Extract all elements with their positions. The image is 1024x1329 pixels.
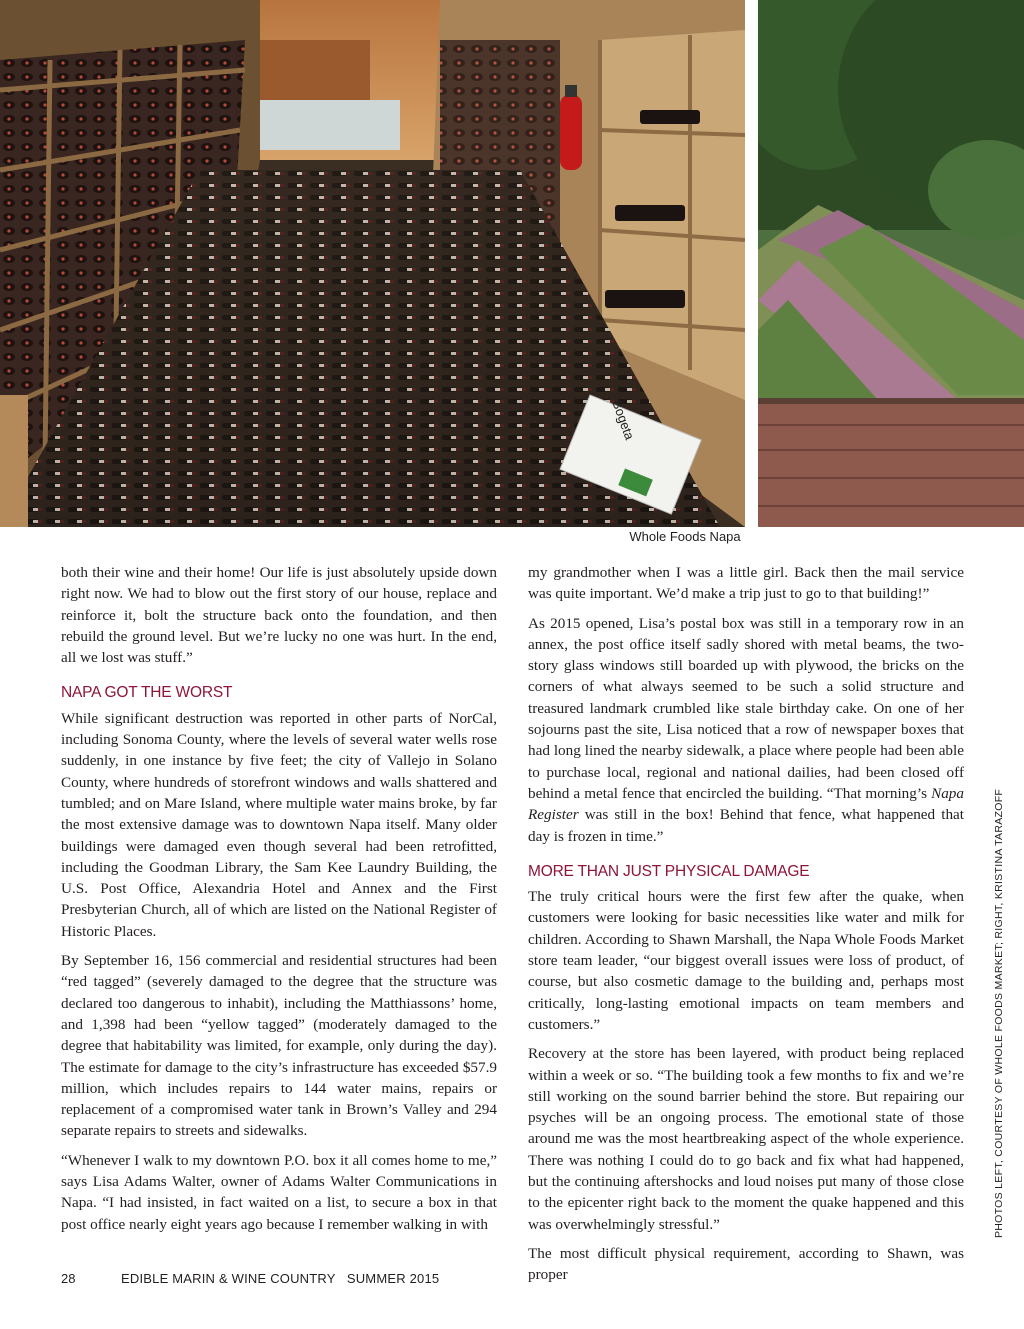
section-heading-napa-got-the-worst: NAPA GOT THE WORST <box>61 684 233 702</box>
section-heading-more-than-physical-damage: MORE THAN JUST PHYSICAL DAMAGE <box>528 862 810 880</box>
photo-caption: Whole Foods Napa <box>629 529 741 544</box>
photo-credit: PHOTOS LEFT, COURTESY OF WHOLE FOODS MARKET; RIGHT, KRISTINA TARAZOFF <box>993 788 1005 1238</box>
paragraph: While significant destruction was reported in other parts of NorCal, including Sonoma County, where the levels of several water wells rose suddenly, in one instance by five feet; the city of Vallejo in Solano County, where hundreds of storefront windows and walls shattered and tumbled; and on Mare Island, where multiple water mains broke, by far the most extensive damage was to downtown Napa itself. Many older buildings were damaged even though several had been retrofitted, including the Goodman Library, the Sam Kee Laundry Building, the U.S. Post Office, Alexandria Hotel and Annex and the First Presbyterian Church, all of which are listed on the National Register of Historic Places. <box>61 709 497 940</box>
paragraph-text: As 2015 opened, Lisa’s postal box was still in a temporary row in an annex, the post office itself sadly shored with metal beams, the two-story glass windows still boarded up with plywood, the bricks on the corners of what always seemed to be such a solid structure and treasured landmark crumbled like stale birthday cake. On one of her sojourns past the site, Lisa noticed that a row of newspaper boxes that had long lined the nearby sidewalk, a place where people had been able to purchase local, regional and national dailies, had been closed off behind a metal fence that encircled the building. “That morning’s <box>528 614 964 802</box>
paragraph-napa-register <box>528 613 964 847</box>
photo-garden-rooftop <box>758 0 1024 527</box>
newspaper-title: Napa Register <box>528 784 964 824</box>
paragraph: Recovery at the store has been layered, with product being replaced within a week or so. “The building took a few months to fix and we’re still working on the sound barrier behind the store. But repairing our psyches will be an ongoing process. The emotional state of those around me was the most heartbreaking aspect of the whole experience. There was nothing I could do to go back and fix what had happened, but the continuing aftershocks and loud noises put many of those close to the epicenter right back to the moment the quake happened and this was overwhelmingly stressful.” <box>528 1045 964 1233</box>
page-number: 28 <box>61 1271 76 1286</box>
paragraph: my grandmother when I was a little girl. Back then the mail service was quite important. We’d make a trip just to go to that building!” <box>528 564 964 603</box>
paragraph: The truly critical hours were the first few after the quake, when customers were looking for basic necessities like water and milk for children. According to Shawn Marshall, the Napa Whole Foods Market store team leader, “our biggest overall issues were loss of product, of course, but also cosmetic damage to the building and, perhaps most critically, long-lasting emotional impacts on team members and customers.” <box>528 888 964 1033</box>
paragraph: The most difficult physical requirement, according to Shawn, was proper <box>528 1244 964 1284</box>
left-column <box>61 562 497 1243</box>
paragraph: By September 16, 156 commercial and residential structures had been “red tagged” (severely damaged to the degree that the structure was declared too dangerous to inhabit), including the Matthiassons’ home, and 1,398 had been “yellow tagged” (moderately damaged to the degree that habitability was limited, for example, only during the day). The estimate for damage to the city’s infrastructure has exceeded $57.9 million, which includes repairs to 144 water mains, repairs or replacement of a compromised water tank in Brown’s Valley and 294 separate repairs to streets and sidewalks. <box>61 952 497 1140</box>
photo-wine-store-aisle <box>0 0 745 527</box>
paragraph: “Whenever I walk to my downtown P.O. box it all comes home to me,” says Lisa Adams Walter, owner of Adams Walter Communications in Napa. “I had insisted, in fact waited on a list, to secure a box in that post office nearly eight years ago because I remember walking in with <box>61 1151 497 1233</box>
right-column <box>528 562 964 1294</box>
store-sign-text: Bogeta <box>609 397 638 442</box>
publication-footer: EDIBLE MARIN & WINE COUNTRY SUMMER 2015 <box>121 1271 440 1286</box>
paragraph-text: was still in the box! Behind that fence, what happened that day is frozen in time.” <box>528 806 964 845</box>
paragraph: both their wine and their home! Our life is just absolutely upside down right now. We had to blow out the first story of our house, replace and reinforce it, bolt the structure back onto the foundation, and then rebuild the ground level. But we’re lucky no one was hurt. In the end, all we lost was stuff.” <box>61 564 497 667</box>
